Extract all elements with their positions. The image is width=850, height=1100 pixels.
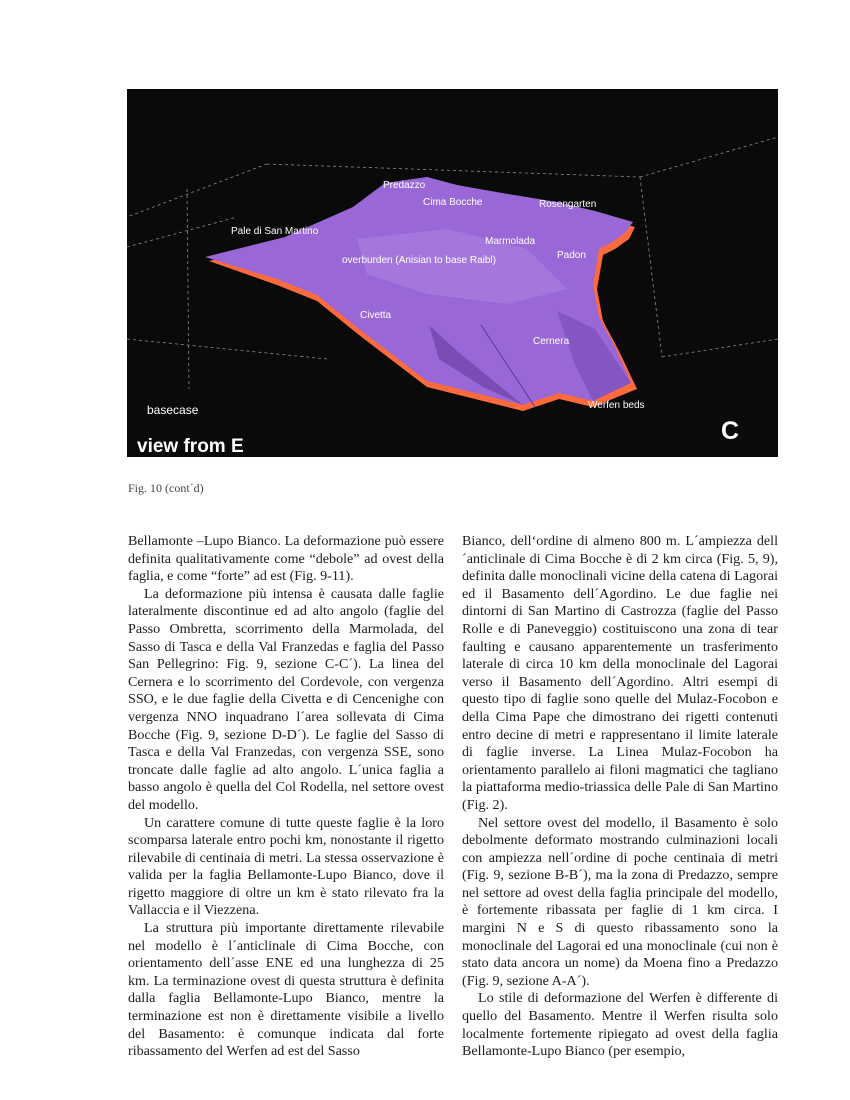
paragraph: Lo stile di deformazione del Werfen è differente di quello del Basamento. Mentre il Werfen risulta solo localmente fortemente ripiegato ad ovest della faglia Bellamonte-Lupo Bianco (per esempio, (462, 990, 778, 1060)
label-padon: Padon (557, 250, 586, 261)
label-rosengarten: Rosengarten (539, 199, 597, 210)
text-column-right (462, 533, 778, 1061)
paragraph: La deformazione più intensa è causata dalle faglie lateralmente discontinue ed ad alto angolo (faglie del Passo Ombretta, scorrimento della Marmolada, del Sasso di Tasca e della Val Franzedas e faglia del Passo San Pellegrino: Fig. 9, sezione C-C´). La linea del Cernera e lo scorrimento del Cordevole, con vergenza SSO, e le due faglie della Civetta e di Cencenighe con vergenza NNO inquadrano l´area sollevata di Cima Bocche (Fig. 9, sezione D-D´). Le faglie del Sasso di Tasca e della Val Franzedas, con vergenza SSE, sono troncate dalle faglie ad alto angolo. L´unica faglia a basso angolo è quella del Col Rodella, nel settore ovest del modello. (128, 585, 444, 813)
label-basecase: basecase (147, 403, 199, 417)
figure-3d-model (127, 89, 778, 457)
paragraph: Un carattere comune di tutte queste faglie è la loro scomparsa laterale entro pochi km, nonostante il rigetto rilevabile di centinaia di metri. La stessa osservazione è valida per la faglia Bellamonte-Lupo Bianco, dove il rigetto maggiore di oltre un km è stato rilevato fra la Vallaccia e il Viezzena. (128, 814, 444, 919)
label-overburden: overburden (Anisian to base Raibl) (342, 255, 496, 266)
paragraph: Bianco, dell‘ordine di almeno 800 m. L´ampiezza dell´anticlinale di Cima Bocche è di 2 km circa (Fig. 5, 9), definita dalle monoclinali vicine della catena di Lagorai ed il Basamento dell´Agordino. Le due faglie nei dintorni di San Martino di Castrozza (faglie del Passo Rolle e di Paneveggio) costituiscono una zona di tear faulting e causano apparentemente un trasferimento laterale di circa 10 km della monoclinale del Lagorai verso il Basamento dell´Agordino. Altri esempi di questo tipo di faglie sono quelle del Mulaz-Focobon e della Cima Pape che dimostrano dei rigetti contenuti entro decine di metri e rappresentano il limite laterale di faglie inverse. La Linea Mulaz-Focobon ha orientamento parallelo ai filoni magmatici che tagliano la piattaforma medio-triassica delle Pale di San Martino (Fig. 2). (462, 533, 778, 813)
label-predazzo: Predazzo (383, 180, 426, 191)
surface-model-graphic (127, 89, 778, 457)
label-pale-di-san-martino: Pale di San Martino (231, 226, 319, 237)
label-cernera: Cernera (533, 336, 570, 347)
label-panel-letter: C (721, 417, 740, 445)
paragraph: Nel settore ovest del modello, il Basamento è solo debolmente deformato mostrando culminazioni locali con ampiezza nell´ordine di poche centinaia di metri (Fig. 9, sezione B-B´), ma la zona di Predazzo, sempre nel settore ad ovest della faglia principale del modello, è fortemente ribassata per faglie di 1 km circa. I margini N e S di questo ribassamento sono la monoclinale del Lagorai ed una monoclinale (cui non è stato data ancora un nome) da Moena fino a Predazzo (Fig. 9, sezione A-A´). (462, 814, 778, 989)
figure-caption: Fig. 10 (cont´d) (128, 481, 204, 495)
label-marmolada: Marmolada (485, 236, 536, 247)
label-civetta: Civetta (360, 310, 392, 321)
label-werfen-beds: Werfen beds (588, 400, 645, 411)
text-column-left (128, 533, 444, 1061)
label-cima-bocche: Cima Bocche (423, 197, 483, 208)
label-view-direction: view from E (137, 436, 244, 457)
paragraph: Bellamonte –Lupo Bianco. La deformazione può essere definita qualitativamente come “debole” ad ovest della faglia, e come “forte” ad est (Fig. 9-11). (128, 533, 444, 585)
paragraph: La struttura più importante direttamente rilevabile nel modello è l´anticlinale di Cima Bocche, con orientamento dell´asse ENE ed una lunghezza di 25 km. La terminazione ovest di questa struttura è definita dalla faglia Bellamonte-Lupo Bianco, mentre la terminazione est non è direttamente visibile a livello del Basamento: è comunque indicata dal forte ribassamento del Werfen ad est del Sasso (128, 920, 444, 1060)
